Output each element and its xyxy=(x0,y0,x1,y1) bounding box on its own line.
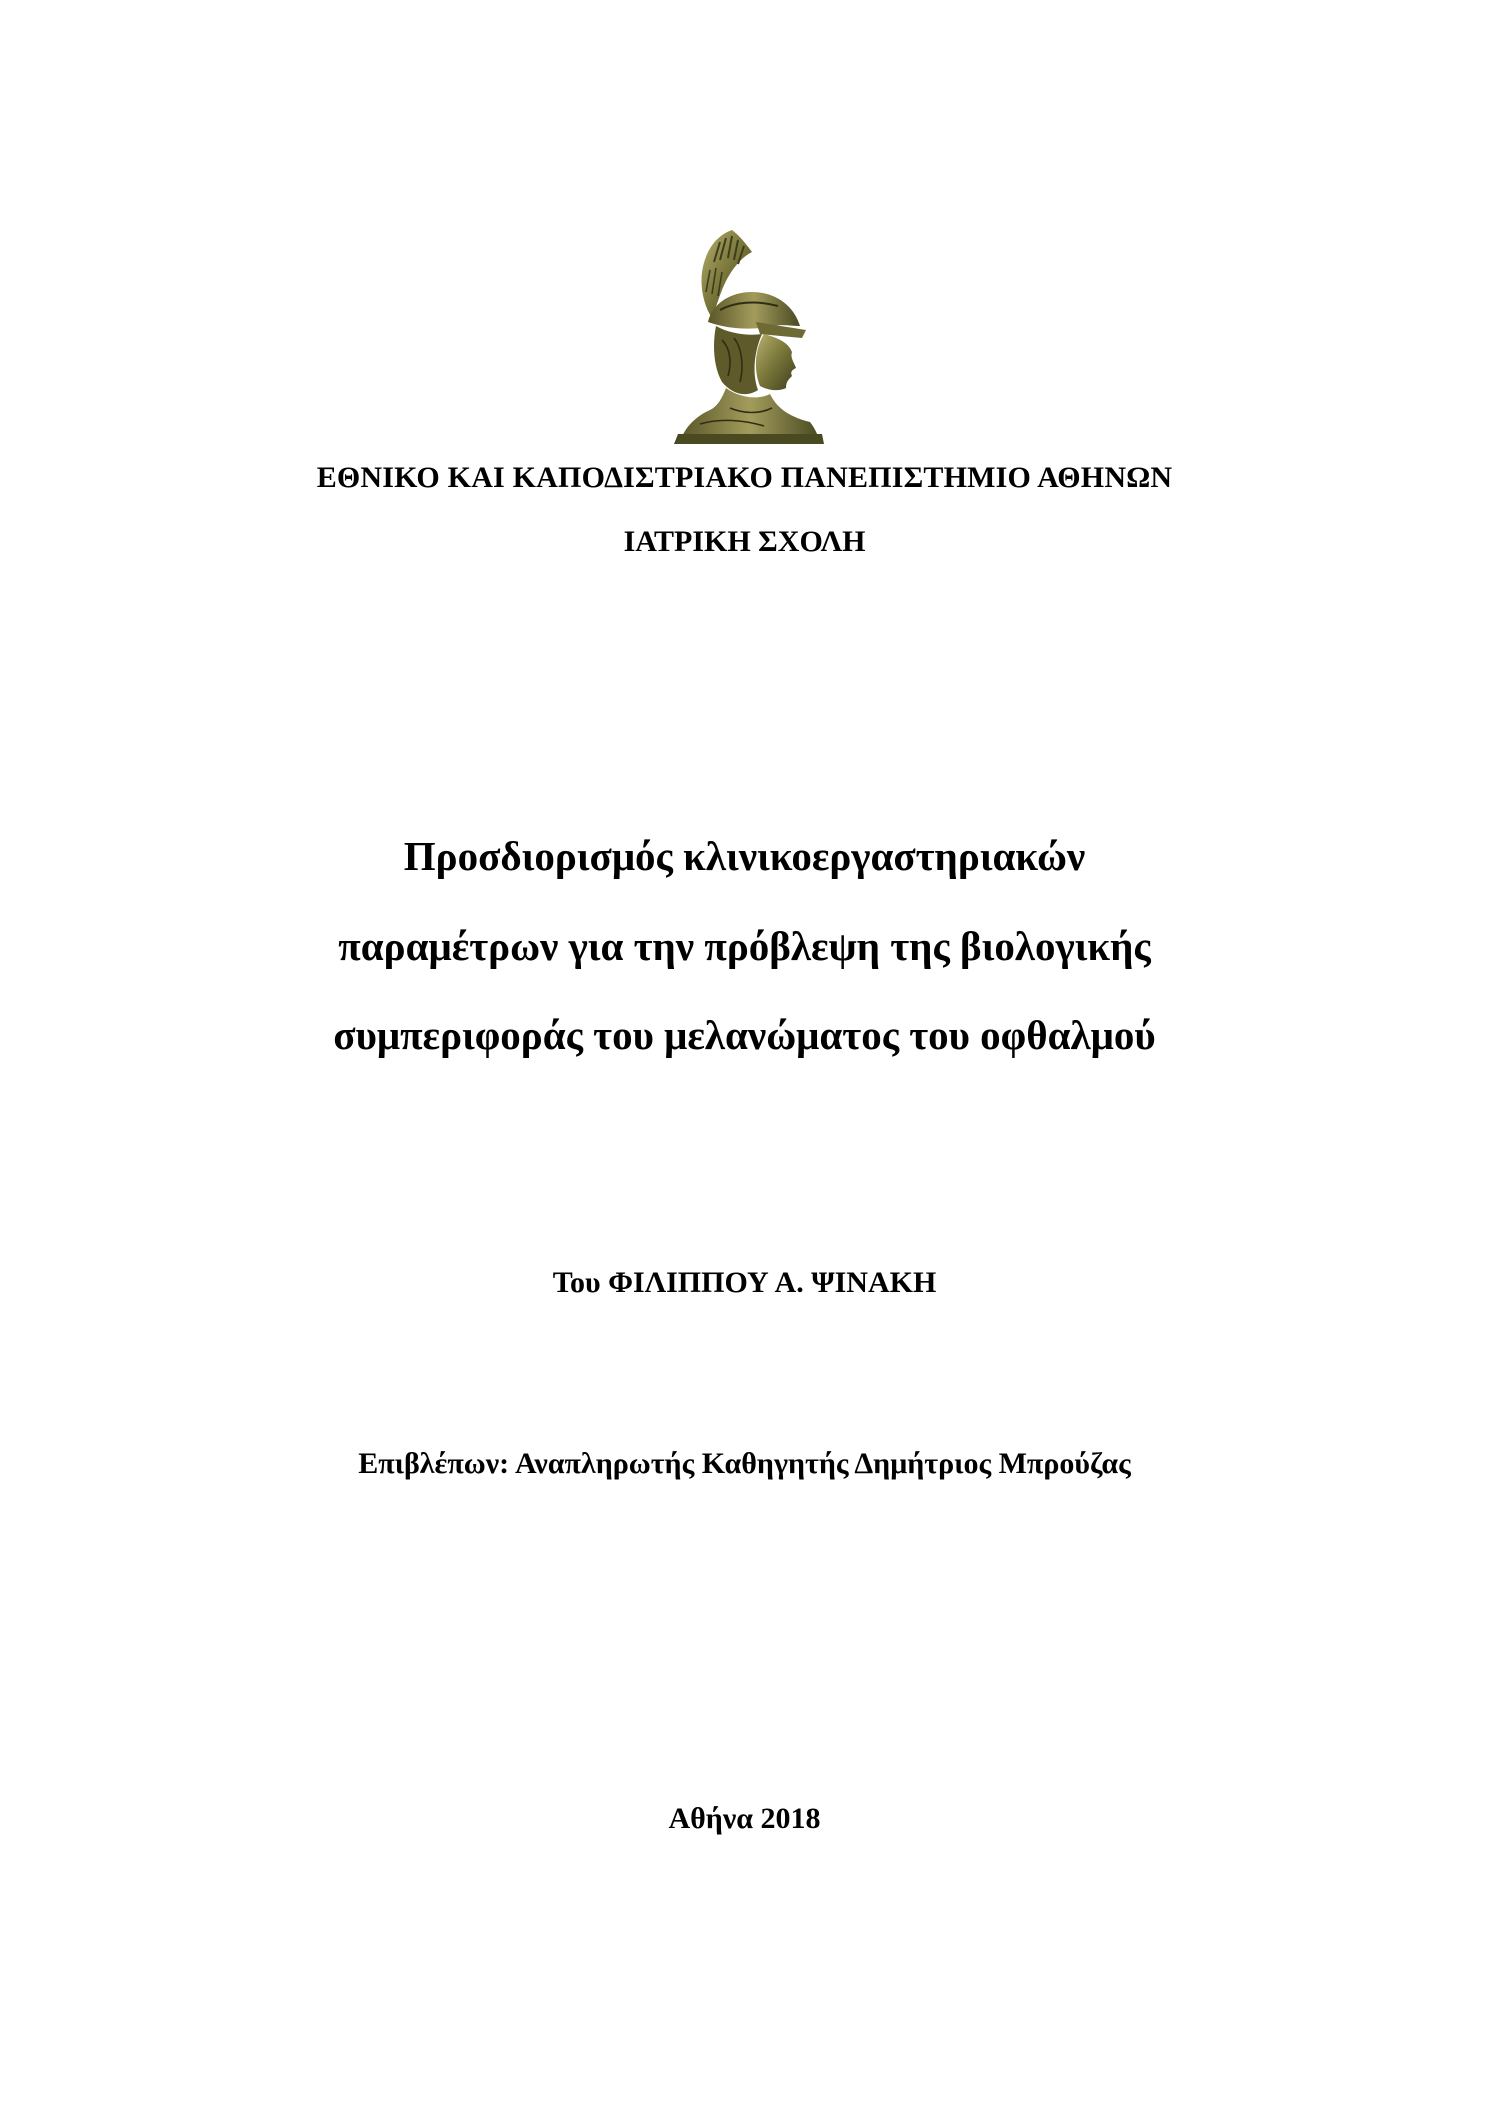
school-name: ΙΑΤΡΙΚΗ ΣΧΟΛΗ xyxy=(623,525,866,558)
thesis-title-line: συμπεριφοράς του μελανώματος του οφθαλμού xyxy=(333,1012,1156,1058)
supervisor-line: Επιβλέπων: Αναπληρωτής Καθηγητής Δημήτριος Μπρούζας xyxy=(358,1447,1131,1480)
thesis-title-line: Προσδιορισμός κλινικοεργαστηριακών xyxy=(403,833,1086,879)
thesis-title-line: παραμέτρων για την πρόβλεψη της βιολογικής xyxy=(338,923,1151,969)
university-name: ΕΘΝΙΚΟ ΚΑΙ ΚΑΠΟΔΙΣΤΡΙΑΚΟ ΠΑΝΕΠΙΣΤΗΜΙΟ ΑΘΗΝΩΝ xyxy=(316,461,1173,494)
place-and-year: Αθήνα 2018 xyxy=(668,1802,821,1835)
athena-helmet-emblem-icon xyxy=(660,222,830,444)
author-name: Του ΦΙΛΙΠΠΟΥ Α. ΨΙΝΑΚΗ xyxy=(552,1266,937,1299)
